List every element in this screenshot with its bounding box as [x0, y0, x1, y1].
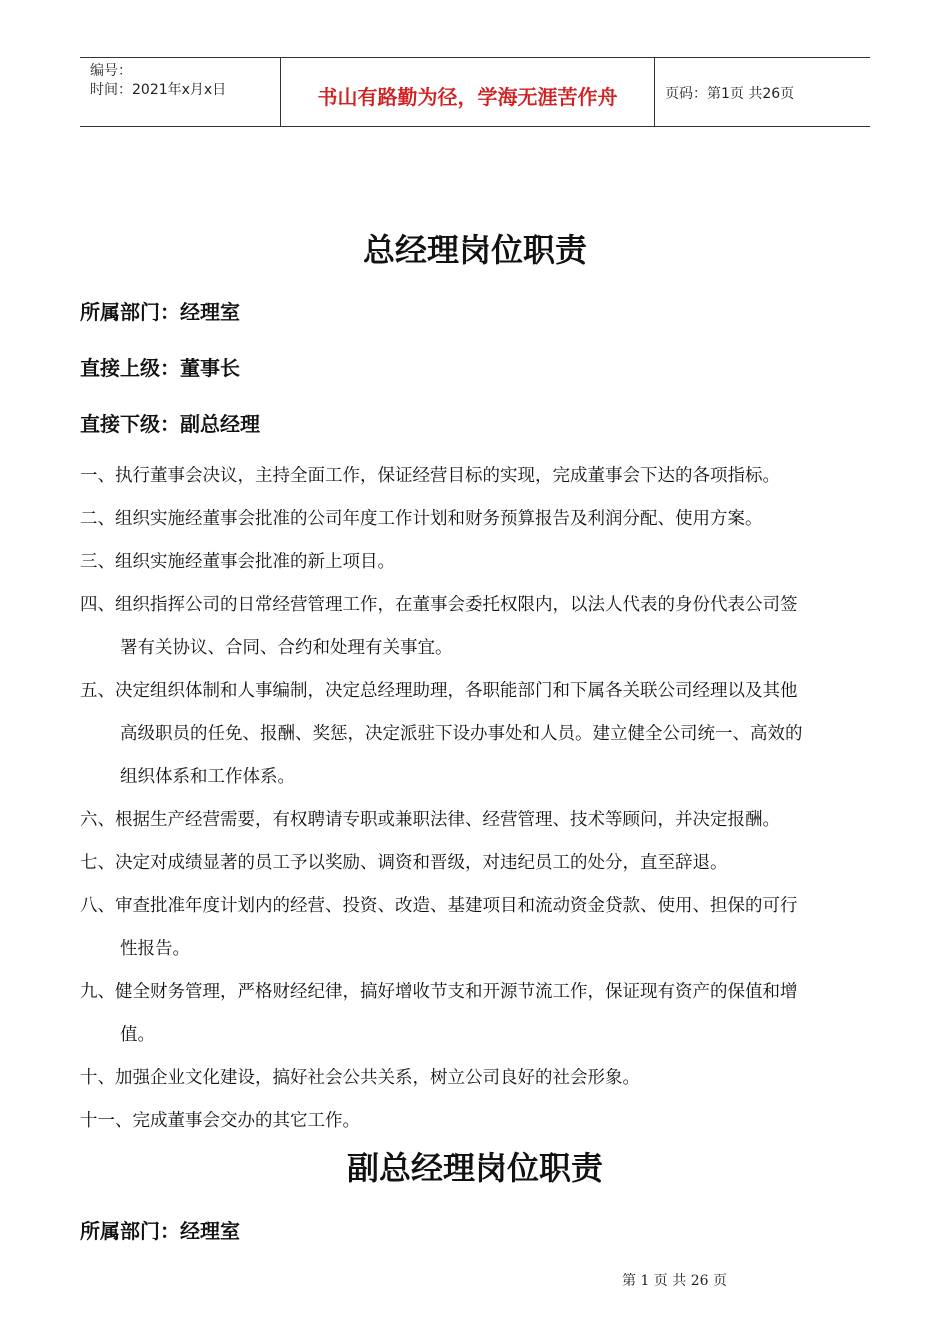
- document-number-label: 编号：: [90, 63, 132, 79]
- header-motto: 书山有路勤为径，学海无涯苦作舟: [317, 85, 618, 109]
- duty-continuation: 高级职员的任免、报酬、奖惩，决定派驻下设办事处和人员。建立健全公司统一、高效的: [120, 724, 803, 744]
- duty-continuation: 值。: [120, 1025, 155, 1045]
- duty-text: 五、决定组织体制和人事编制，决定总经理助理，各职能部门和下属各关联公司经理以及其他: [80, 681, 798, 701]
- duty-text: 一、执行董事会决议，主持全面工作，保证经营目标的实现，完成董事会下达的各项指标。: [80, 466, 780, 486]
- section-title-gm: 总经理岗位职责: [362, 231, 587, 269]
- duty-text: 十一、完成董事会交办的其它工作。: [80, 1111, 360, 1131]
- duty-item: [80, 971, 870, 1057]
- header-page-cell: [655, 58, 870, 126]
- duty-text: 三、组织实施经董事会批准的新上项目。: [80, 552, 395, 572]
- header-page-label: 页码：第1页 共26页: [665, 86, 795, 102]
- duty-item: [80, 670, 870, 799]
- header-motto-cell: [281, 58, 655, 126]
- duty-item: [80, 842, 870, 885]
- duty-item: [80, 455, 870, 498]
- duty-continuation: 署有关协议、合同、合约和处理有关事宜。: [120, 638, 453, 658]
- duty-text: 四、组织指挥公司的日常经营管理工作，在董事会委托权限内，以法人代表的身份代表公司签: [80, 595, 798, 615]
- duty-text: 九、健全财务管理，严格财经纪律，搞好增收节支和开源节流工作，保证现有资产的保值和增: [80, 982, 798, 1002]
- duty-text: 六、根据生产经营需要，有权聘请专职或兼职法律、经营管理、技术等顾问，并决定报酬。: [80, 810, 780, 830]
- duty-item: [80, 498, 870, 541]
- document-time-label: 时间：2021年x月x日: [90, 82, 227, 98]
- page-footer: 第 1 页 共 26 页: [622, 1273, 727, 1289]
- duty-item: [80, 885, 870, 971]
- duty-item: [80, 1057, 870, 1100]
- duty-item: [80, 584, 870, 670]
- duty-text: 七、决定对成绩显著的员工予以奖励、调资和晋级，对违纪员工的处分，直至辞退。: [80, 853, 728, 873]
- duty-item: [80, 541, 870, 584]
- section-title-deputy-gm: 副总经理岗位职责: [346, 1149, 603, 1187]
- duty-item: [80, 799, 870, 842]
- duty-continuation: 组织体系和工作体系。: [120, 767, 295, 787]
- duty-text: 二、组织实施经董事会批准的公司年度工作计划和财务预算报告及利润分配、使用方案。: [80, 509, 763, 529]
- duty-item: [80, 1100, 870, 1143]
- duty-continuation: 性报告。: [120, 939, 190, 959]
- page-header: [80, 57, 870, 127]
- superior-field: 直接上级：董事长: [80, 356, 240, 380]
- header-meta-cell: [80, 58, 281, 126]
- subordinate-field: 直接下级：副总经理: [80, 412, 260, 436]
- department-field: 所属部门：经理室: [80, 1219, 240, 1243]
- department-field: 所属部门：经理室: [80, 300, 240, 324]
- duty-text: 八、审查批准年度计划内的经营、投资、改造、基建项目和流动资金贷款、使用、担保的可行: [80, 896, 798, 916]
- duty-text: 十、加强企业文化建设，搞好社会公共关系，树立公司良好的社会形象。: [80, 1068, 640, 1088]
